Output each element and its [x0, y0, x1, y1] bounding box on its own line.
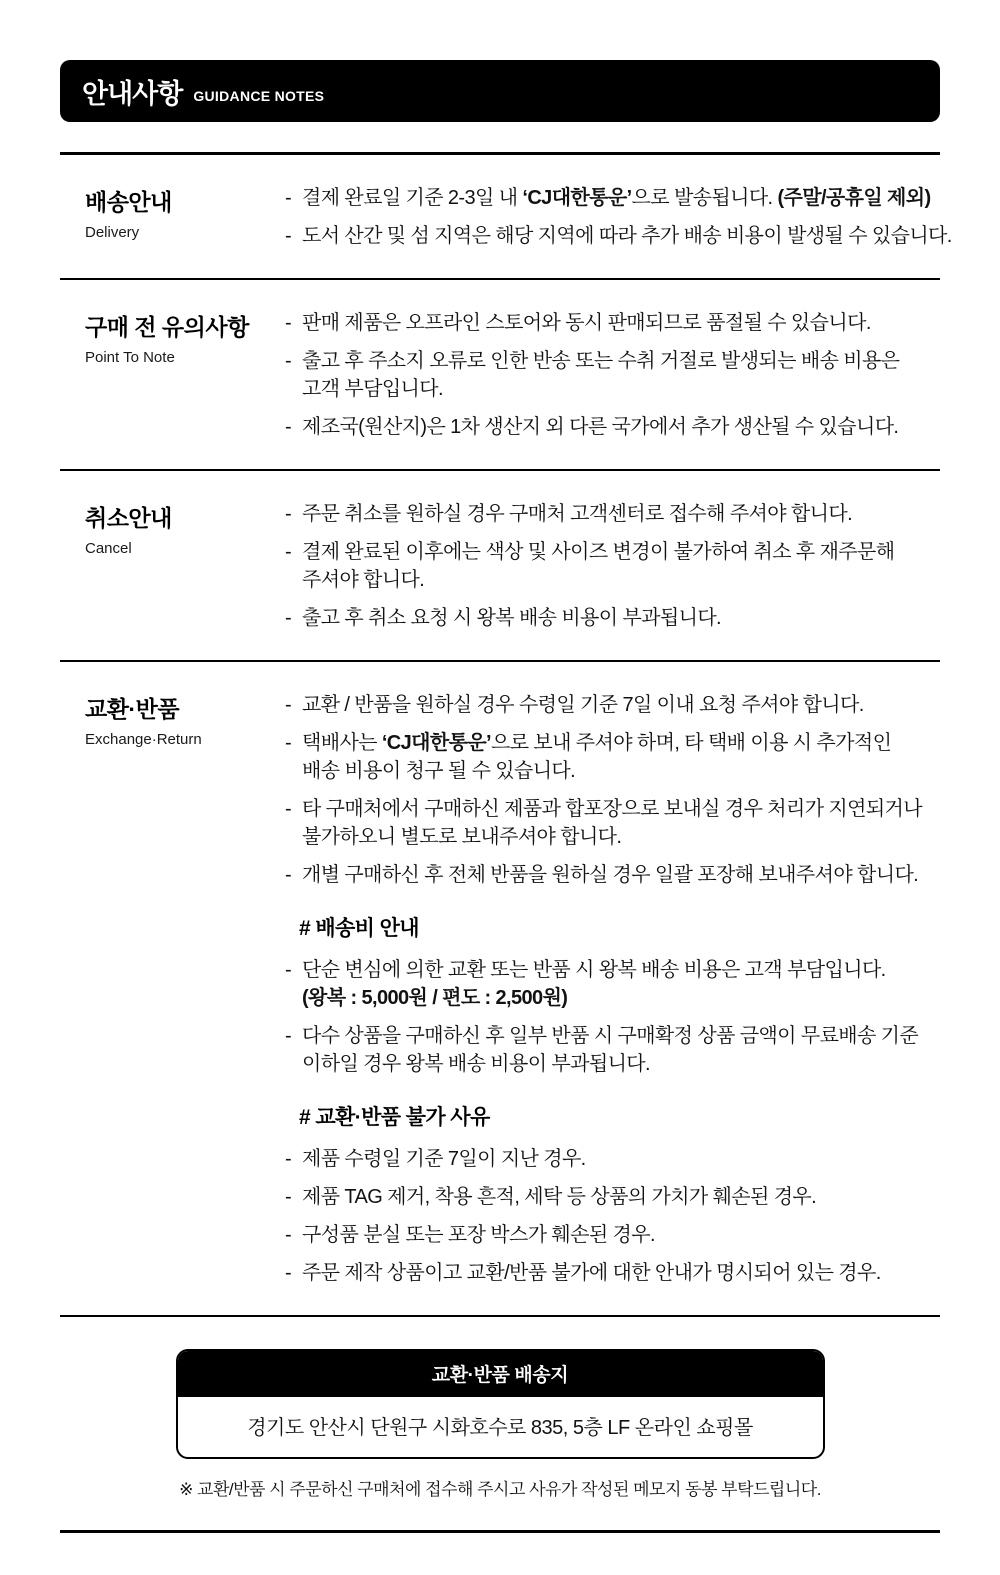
text-line: [302, 309, 940, 337]
text-segment: 이하일 경우 왕복 배송 비용이 부과됩니다.: [302, 1053, 650, 1075]
text-segment: 판매 제품은 오프라인 스토어와 동시 판매되므로 품절될 수 있습니다.: [302, 312, 871, 334]
list-item: [285, 795, 940, 851]
section-label: [60, 500, 285, 632]
text-segment: 단순 변심에 의한 교환 또는 반품 시 왕복 배송 비용은 고객 부담입니다.: [302, 959, 886, 981]
bullet-dash: -: [285, 350, 292, 372]
section-body: [285, 500, 940, 632]
page: [60, 0, 952, 1533]
section-subtitle: Point To Note: [85, 349, 175, 366]
text-segment: 개별 구매하신 후 전체 반품을 원하실 경우 일괄 포장해 보내주셔야 합니다.: [302, 864, 919, 886]
bullet-dash: -: [285, 1224, 292, 1246]
section-body: [285, 691, 940, 1287]
text-segment: 도서 산간 및 섬 지역은 해당 지역에 따라 추가 배송 비용이 발생될 수 있습니다.: [302, 225, 952, 247]
text-segment: 으로 발송됩니다.: [631, 187, 778, 209]
section-cancel: [60, 471, 940, 660]
subsection-heading: # 교환·반품 불가 사유: [299, 1106, 490, 1129]
bullet-dash: -: [285, 1025, 292, 1047]
return-address: 경기도 안산시 단원구 시화호수로 835, 5층 LF 온라인 쇼핑몰: [247, 1417, 753, 1439]
list-item: [285, 500, 940, 528]
bullet-dash: -: [285, 864, 292, 886]
text-line: [302, 222, 952, 250]
list-item: [285, 184, 952, 212]
return-address-box: [176, 1349, 825, 1459]
divider: [60, 1315, 940, 1317]
text-segment: 택배사는: [302, 732, 382, 754]
text-segment: 교환 / 반품을 원하실 경우 수령일 기준 7일 이내 요청 주셔야 합니다.: [302, 694, 864, 716]
text-segment: ‘CJ대한통운’: [381, 732, 492, 754]
text-line: [302, 538, 940, 566]
text-segment: ‘CJ대한통운’: [522, 187, 632, 209]
text-segment: 주셔야 합니다.: [302, 569, 425, 591]
text-line: [302, 1259, 940, 1287]
text-line: [302, 691, 940, 719]
text-segment: 배송 비용이 청구 될 수 있습니다.: [302, 760, 576, 782]
subsection-heading: # 배송비 안내: [299, 917, 419, 940]
bullet-dash: -: [285, 225, 292, 247]
bullet-dash: -: [285, 798, 292, 820]
bullet-dash: -: [285, 732, 292, 754]
text-segment: 제품 수령일 기준 7일이 지난 경우.: [302, 1148, 586, 1170]
divider: [60, 1530, 940, 1533]
list-item: [285, 691, 940, 719]
text-line: [302, 604, 940, 632]
text-segment: 주문 제작 상품이고 교환/반품 불가에 대한 안내가 명시되어 있는 경우.: [302, 1262, 881, 1284]
page-title: 안내사항: [82, 78, 183, 109]
list-item: [285, 538, 940, 594]
section-subtitle: Exchange·Return: [85, 731, 202, 748]
section-body: [285, 309, 940, 441]
section-title: 교환·반품: [85, 696, 180, 722]
text-line: [302, 347, 940, 375]
text-segment: (주말/공휴일 제외): [777, 187, 931, 209]
list-item: [285, 413, 940, 441]
list-item: [285, 956, 940, 1012]
list-item: [285, 861, 940, 889]
text-segment: 타 구매처에서 구매하신 제품과 합포장으로 보내실 경우 처리가 지연되거나: [302, 798, 922, 820]
list-item: [285, 1259, 940, 1287]
text-segment: 다수 상품을 구매하신 후 일부 반품 시 구매확정 상품 금액이 무료배송 기준: [302, 1025, 919, 1047]
bullet-dash: -: [285, 1186, 292, 1208]
section-point-to-note: [60, 280, 940, 469]
section-subtitle: Delivery: [85, 224, 140, 241]
page-subtitle: GUIDANCE NOTES: [193, 87, 325, 104]
list-item: [285, 309, 940, 337]
text-line: [302, 729, 940, 757]
text-line: [302, 861, 940, 889]
section-exchange-return: [60, 662, 940, 1315]
text-line: [302, 500, 940, 528]
section-subtitle: Cancel: [85, 540, 132, 557]
text-segment: 출고 후 취소 요청 시 왕복 배송 비용이 부과됩니다.: [302, 607, 722, 629]
guidance-header-bar: [60, 60, 940, 122]
section-title: 배송안내: [85, 189, 172, 215]
bullet-dash: -: [285, 503, 292, 525]
return-note: ※ 교환/반품 시 주문하신 구매처에 접수해 주시고 사유가 작성된 메모지 동봉 부탁드립니다.: [179, 1480, 821, 1499]
text-segment: 결제 완료된 이후에는 색상 및 사이즈 변경이 불가하여 취소 후 재주문해: [302, 541, 895, 563]
text-line: [302, 795, 940, 823]
text-segment: 불가하오니 별도로 보내주셔야 합니다.: [302, 826, 622, 848]
list-item: [285, 222, 952, 250]
text-segment: 구성품 분실 또는 포장 박스가 훼손된 경우.: [302, 1224, 655, 1246]
text-line: [302, 823, 940, 851]
section-title: 취소안내: [85, 505, 172, 531]
list-item: [285, 729, 940, 785]
text-line: [302, 1145, 940, 1173]
text-segment: (왕복 : 5,000원 / 편도 : 2,500원): [302, 987, 568, 1009]
section-delivery: [60, 155, 952, 278]
list-item: [285, 1145, 940, 1173]
text-line: [302, 184, 952, 212]
subsection-shipping-fee: [285, 915, 940, 1078]
bullet-dash: -: [285, 541, 292, 563]
text-segment: 출고 후 주소지 오류로 인한 반송 또는 수취 거절로 발생되는 배송 비용은: [302, 350, 900, 372]
text-line: [302, 1022, 940, 1050]
subsection-no-exchange-reasons: [285, 1104, 940, 1287]
list-item: [285, 347, 940, 403]
text-line: [302, 984, 940, 1012]
section-label: [60, 184, 285, 250]
text-segment: 고객 부담입니다.: [302, 378, 443, 400]
return-address-title: 교환·반품 배송지: [178, 1351, 823, 1397]
text-line: [302, 1221, 940, 1249]
section-label: [60, 691, 285, 1287]
text-line: [302, 956, 940, 984]
text-line: [302, 566, 940, 594]
text-line: [302, 413, 940, 441]
bullet-dash: -: [285, 312, 292, 334]
text-line: [302, 375, 940, 403]
list-item: [285, 1183, 940, 1211]
list-item: [285, 604, 940, 632]
list-item: [285, 1221, 940, 1249]
bullet-dash: -: [285, 694, 292, 716]
text-segment: 제품 TAG 제거, 착용 흔적, 세탁 등 상품의 가치가 훼손된 경우.: [302, 1186, 817, 1208]
section-title: 구매 전 유의사항: [85, 314, 249, 340]
text-segment: 제조국(원산지)은 1차 생산지 외 다른 국가에서 추가 생산될 수 있습니다.: [302, 416, 899, 438]
section-body: [285, 184, 952, 250]
bullet-dash: -: [285, 416, 292, 438]
text-segment: 주문 취소를 원하실 경우 구매처 고객센터로 접수해 주셔야 합니다.: [302, 503, 853, 525]
text-line: [302, 1050, 940, 1078]
text-segment: 결제 완료일 기준 2-3일 내: [302, 187, 523, 209]
text-line: [302, 757, 940, 785]
bullet-dash: -: [285, 959, 292, 981]
bullet-dash: -: [285, 1148, 292, 1170]
bullet-dash: -: [285, 1262, 292, 1284]
list-item: [285, 1022, 940, 1078]
text-segment: 으로 보내 주셔야 하며, 타 택배 이용 시 추가적인: [491, 732, 892, 754]
text-line: [302, 1183, 940, 1211]
section-label: [60, 309, 285, 441]
bullet-dash: -: [285, 607, 292, 629]
bullet-dash: -: [285, 187, 292, 209]
